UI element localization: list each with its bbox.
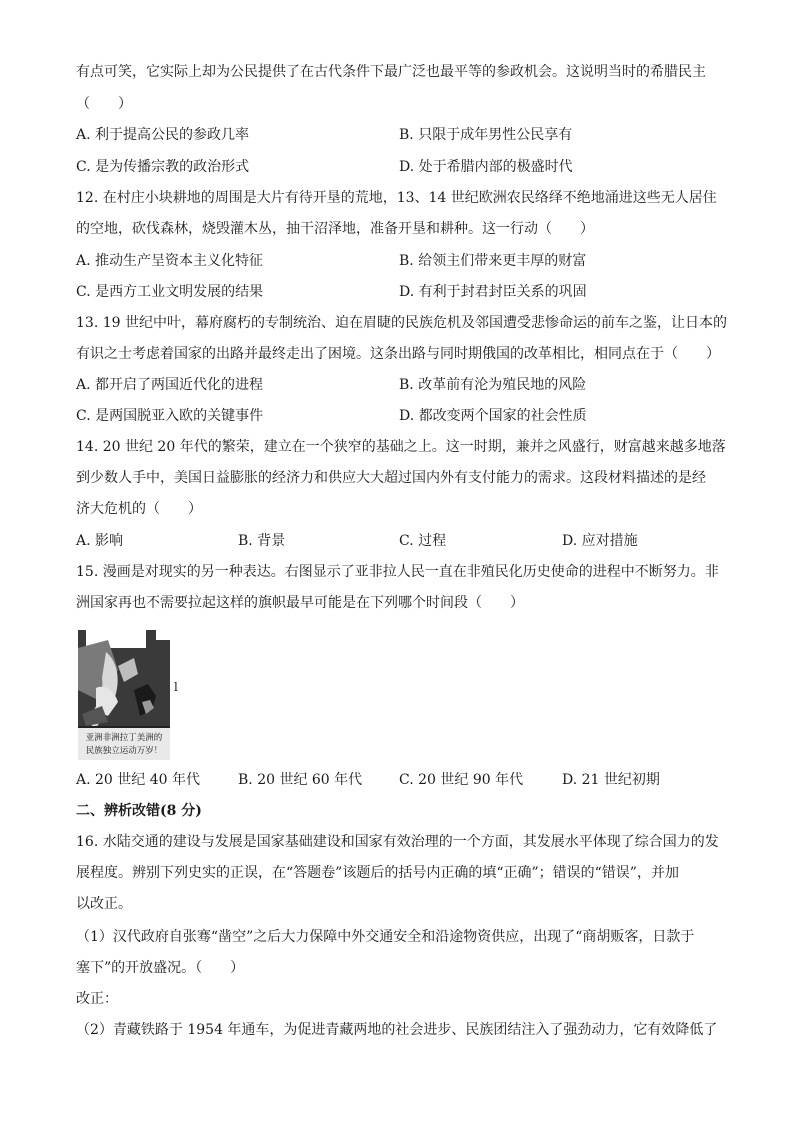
cartoon-drawing: [78, 630, 170, 760]
q12-option-d: D. 有利于封君封臣关系的巩固: [399, 284, 587, 300]
q11-option-b: B. 只限于成年男性公民享有: [399, 127, 573, 143]
q12-option-a: A. 推动生产呈资本主义化特征: [76, 253, 264, 269]
q15-option-a: A. 20 世纪 40 年代: [76, 772, 200, 788]
q13-stem-line-2: 有识之士考虑着国家的出路并最终走出了困境。这条出路与同时期俄国的改革相比，相同点在于（ ）: [76, 346, 720, 362]
q14-option-c: C. 过程: [399, 533, 447, 549]
q12-option-c: C. 是西方工业文明发展的结果: [76, 284, 264, 300]
q14-stem-line-2: 到少数人手中，美国日益膨胀的经济力和供应大大超过国内外有支付能力的需求。这段材料描述的是经: [76, 470, 706, 486]
q14-stem-line-3: 济大危机的（ ）: [76, 501, 202, 517]
q11-answer-paren: （ ）: [76, 96, 132, 112]
q12-stem-line-2: 的空地，砍伐森林，烧毁灌木丛，抽干沼泽地，准备开垦和耕种。这一行动（ ）: [76, 221, 594, 237]
q13-option-b: B. 改革前有沦为殖民地的风险: [399, 377, 587, 393]
q15-option-d: D. 21 世纪初期: [562, 772, 660, 788]
q15-stem-line-2: 洲国家再也不需要拉起这样的旗帜最早可能是在下列哪个时间段（ ）: [76, 595, 524, 611]
q16-stem-line-3: 以改正。: [76, 896, 132, 912]
q13-stem-line-1: 13. 19 世纪中叶，幕府腐朽的专制统治、迫在眉睫的民族危机及邻国遭受悲惨命运的前车之鉴，让日本的: [76, 315, 727, 331]
q16-stem-line-1: 16. 水陆交通的建设与发展是国家基础建设和国家有效治理的一个方面，其发展水平体现了综合国力的发: [76, 834, 719, 850]
q14-option-b: B. 背景: [238, 533, 286, 549]
q13-option-c: C. 是两国脱亚入欧的关键事件: [76, 408, 264, 424]
cartoon-caption-line-1: 亚洲非洲拉丁美洲的: [85, 733, 163, 743]
q14-option-a: A. 影响: [76, 533, 124, 549]
q15-option-b: B. 20 世纪 60 年代: [238, 772, 363, 788]
q16-stem-line-2: 展程度。辨别下列史实的正误，在“答题卷”该题后的括号内正确的填“正确”；错误的“错误”，并加: [76, 865, 679, 881]
q15-stem-line-1: 15. 漫画是对现实的另一种表达。右图显示了亚非拉人民一直在非殖民化历史使命的进程中不断努力。非: [76, 564, 719, 580]
section-heading: 二、辨析改错(8 分): [76, 803, 202, 819]
q15-option-c: C. 20 世纪 90 年代: [399, 772, 524, 788]
q14-stem-line-1: 14. 20 世纪 20 年代的繁荣，建立在一个狭窄的基础之上。这一时期，兼并之风盛行，财富越来越多地落: [76, 439, 726, 455]
q16-sub1-line-1: （1）汉代政府自张骞“凿空”之后大力保障中外交通安全和沿途物资供应，出现了“商胡贩客，日款于: [76, 929, 695, 945]
cartoon-image: [78, 630, 170, 760]
q11-option-a: A. 利于提高公民的参政几率: [76, 127, 250, 143]
q16-correction-label: 改正：: [76, 991, 118, 1007]
q11-option-c: C. 是为传播宗教的政治形式: [76, 159, 250, 175]
q13-option-a: A. 都开启了两国近代化的进程: [76, 377, 264, 393]
cartoon-side-mark: l: [174, 680, 178, 694]
q11-stem-continued: 有点可笑，它实际上却为公民提供了在古代条件下最广泛也最平等的参政机会。这说明当时的希腊民主: [76, 64, 706, 80]
q12-option-b: B. 给领主们带来更丰厚的财富: [399, 253, 587, 269]
q16-sub1-line-2: 塞下”的开放盛况。（ ）: [76, 960, 245, 976]
q16-sub2-line-1: （2）青藏铁路于 1954 年通车，为促进青藏两地的社会进步、民族团结注入了强劲动力，它有效降低了: [76, 1022, 718, 1038]
q12-stem-line-1: 12. 在村庄小块耕地的周围是大片有待开垦的荒地，13、14 世纪欧洲农民络绎不绝地涌进这些无人居住: [76, 190, 717, 206]
cartoon-caption-line-2: 民族独立运动万岁！: [85, 746, 163, 756]
q13-option-d: D. 都改变两个国家的社会性质: [399, 408, 587, 424]
q11-option-d: D. 处于希腊内部的极盛时代: [399, 159, 573, 175]
q14-option-d: D. 应对措施: [562, 533, 638, 549]
